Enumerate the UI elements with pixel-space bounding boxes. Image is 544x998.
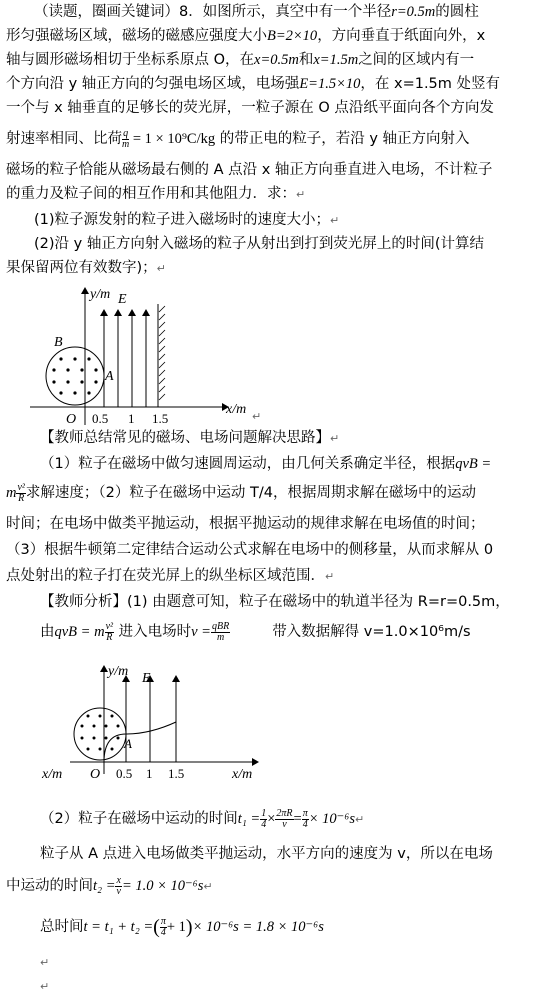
formula: qvB = [455, 456, 492, 472]
left-paren: ( [153, 916, 160, 938]
formula: x=1.5m [313, 52, 359, 68]
field-dots [81, 715, 120, 751]
text: 带入数据解得 v=1.0×10⁶m/s [272, 624, 471, 640]
paragraph-mark: ↵ [330, 214, 340, 227]
paragraph-mark: ↵ [40, 956, 50, 969]
fraction-qbr-over-m [211, 622, 230, 643]
text: 点处射出的粒子打在荧光屏上的纵坐标区域范围． [6, 568, 325, 584]
paragraph-mark: ↵ [40, 980, 50, 993]
text: 一个与 x 轴垂直的足够长的荧光屏，一粒子源在 O 点沿纸平面向各个方向发 [6, 100, 494, 116]
x-axis-label: x/m [232, 767, 253, 782]
problem-line-3 [6, 50, 474, 70]
summary-line-2 [6, 480, 476, 506]
summary-line-1 [40, 454, 491, 474]
text: 和 [298, 52, 314, 68]
solution-total [40, 912, 324, 942]
fraction-pi-over-4 [160, 917, 167, 938]
text: 进入电场时 [114, 624, 192, 640]
formula: t₁ = [237, 811, 261, 827]
formula: r=0.5m [391, 4, 436, 20]
fraction-v2-over-r [16, 483, 25, 504]
solution-t1 [40, 804, 364, 835]
text: 磁场的粒子恰能从磁场最右侧的 A 点沿 x 轴正方向垂直进入电场，不计粒子 [6, 162, 493, 178]
text: ，在 x=1.5m 处竖有 [360, 76, 501, 92]
magnetic-field-circle [46, 347, 104, 405]
paragraph-mark: ↵ [252, 410, 262, 423]
x-axis-label-left: x/m [42, 767, 63, 782]
formula: m [6, 485, 17, 501]
text: 轴与圆形磁场相切于坐标系原点 O，在 [6, 52, 255, 68]
x-tick-label: 1.5 [152, 411, 169, 426]
denominator: 4 [261, 818, 267, 830]
x-tick-label: 1 [146, 766, 153, 781]
denominator: 4 [160, 926, 166, 938]
text: 粒子从 A 点进入电场做类平抛运动，水平方向的速度为 v，所以在电场 [40, 846, 493, 862]
x-axis-label: x/m [226, 402, 247, 417]
origin-label: O [66, 412, 77, 427]
numerator: 2πR [276, 807, 293, 819]
paragraph-mark: ↵ [354, 813, 365, 826]
formula: × 10⁻⁶s = 1.8 × 10⁻⁶s [192, 919, 324, 935]
denominator: v [116, 885, 121, 897]
problem-line-4 [6, 74, 500, 94]
analysis-line-2 [40, 618, 471, 646]
electric-field-lines [104, 310, 146, 407]
denominator: m [122, 138, 130, 150]
question-2a [34, 234, 484, 254]
solution-e1 [40, 844, 493, 864]
problem-line-5 [6, 98, 494, 118]
question-2b [6, 258, 166, 279]
problem-line-2 [6, 26, 485, 46]
problem-line-1 [34, 2, 479, 22]
text: 果保留两位有效数字)； [6, 260, 157, 276]
text: 【教师分析】(1) 由题意可知，粒子在磁场中的轨道半径为 R=r=0.5m， [40, 594, 510, 610]
formula: E=1.5×10 [299, 76, 361, 92]
numerator: x [116, 874, 121, 886]
electric-field-lines [126, 676, 176, 762]
text: 总时间 [40, 919, 84, 935]
formula: v = [191, 624, 211, 640]
denominator: R [18, 492, 25, 504]
analysis-line-1 [40, 592, 510, 612]
e-field-label: E [118, 292, 127, 307]
figure-2-diagram [40, 662, 280, 784]
paragraph-mark: ↵ [203, 880, 213, 893]
problem-line-6 [6, 126, 470, 152]
text: （3）根据牛顿第二定律结合运动公式求解在电场中的侧移量，从而求解从 0 [6, 542, 494, 558]
x-tick-label: 1 [128, 411, 135, 426]
summary-line-3 [6, 514, 485, 534]
empty-paragraph [40, 952, 49, 973]
summary-line-4 [6, 540, 493, 560]
numerator: qBR [211, 620, 230, 632]
y-axis-label: y/m [108, 664, 129, 679]
text: 由 [40, 624, 55, 640]
y-axis-label: y/m [90, 287, 111, 302]
x-tick-label: 0.5 [92, 411, 109, 426]
fraction-v2-over-r [105, 622, 114, 643]
fraction-pi-over-4 [302, 809, 309, 830]
formula: B=2×10 [267, 28, 318, 44]
numerator: π [302, 807, 308, 819]
numerator: q [123, 127, 129, 139]
text: (2)沿 y 轴正方向射入磁场的粒子从射出到打到荧光屏上的时间(计算结 [34, 236, 484, 252]
numerator: v² [105, 620, 113, 632]
text: 【教师总结常见的磁场、电场问题解决思路】 [40, 430, 330, 446]
formula: × [267, 811, 276, 827]
text: 的重力及粒子间的相互作用和其他阻力．求： [6, 186, 296, 202]
paragraph-mark: ↵ [296, 188, 306, 201]
text: (1)粒子源发射的粒子进入磁场时的速度大小； [34, 212, 331, 228]
text: 射速率相同、比荷 [6, 131, 122, 147]
summary-line-5 [6, 566, 334, 587]
fraction-2pir-over-v [275, 809, 293, 830]
x-tick-label: 1.5 [168, 766, 185, 781]
text: 中运动的时间 [6, 878, 93, 894]
text: 之间的区域内有一 [358, 52, 475, 68]
summary-title [40, 428, 339, 449]
b-field-label: B [54, 335, 63, 350]
denominator: m [216, 631, 225, 643]
formula: qvB = m [54, 624, 105, 640]
problem-line-8 [6, 184, 305, 205]
text: 的圆柱 [435, 4, 479, 20]
text: （1）粒子在磁场中做匀速圆周运动，由几何关系确定半径，根据 [40, 456, 456, 472]
paragraph-mark: ↵ [325, 570, 335, 583]
right-paren: ) [185, 916, 193, 938]
text: （读题，圈画关键词）8．如图所示，真空中有一个半径 [34, 4, 392, 20]
question-1 [34, 210, 339, 231]
formula: x=0.5m [254, 52, 299, 68]
numerator: π [160, 915, 166, 927]
denominator: R [106, 631, 113, 643]
parabolic-trajectory [126, 722, 176, 734]
text: 时间；在电场中做类平抛运动，根据平抛运动的规律求解在电场值的时间； [6, 516, 485, 532]
formula: = [293, 811, 302, 827]
text: 个方向沿 y 轴正方向的匀强电场区域，电场强 [6, 76, 300, 92]
empty-paragraph [40, 976, 49, 997]
text: 形匀强磁场区域，磁场的磁感应强度大小 [6, 28, 267, 44]
formula: + 1 [166, 919, 186, 935]
x-tick-label: 0.5 [116, 766, 133, 781]
text: 求解速度；（2）粒子在磁场中运动 T/4，根据周期求解在磁场中的运动 [25, 485, 476, 501]
formula: = 1.0 × 10⁻⁶s [121, 878, 204, 894]
point-a-label: A [124, 736, 132, 751]
formula: × 10⁻⁶s [308, 811, 355, 827]
text: （2）粒子在磁场中运动的时间 [40, 811, 238, 827]
formula: t = t₁ + t₂ = [83, 919, 154, 935]
field-dots [52, 357, 97, 394]
numerator: v² [17, 481, 25, 493]
figure-1-diagram [30, 282, 270, 428]
screen-hatching [159, 306, 165, 400]
text: 的带正电的粒子，若沿 y 轴正方向射入 [215, 131, 470, 147]
solution-t2 [6, 872, 213, 901]
denominator: 4 [302, 818, 308, 830]
text: ，方向垂直于纸面向外，x [317, 28, 486, 44]
origin-label: O [90, 767, 101, 782]
problem-line-7 [6, 160, 492, 180]
formula: = 1 × 10⁹C/kg [129, 131, 216, 147]
paragraph-mark: ↵ [156, 262, 166, 275]
e-field-label: E [142, 671, 151, 686]
numerator: 1 [261, 807, 267, 819]
point-a-label: A [105, 369, 114, 384]
denominator: v [282, 818, 287, 830]
formula: t₂ = [93, 878, 116, 894]
paragraph-mark: ↵ [330, 432, 340, 445]
